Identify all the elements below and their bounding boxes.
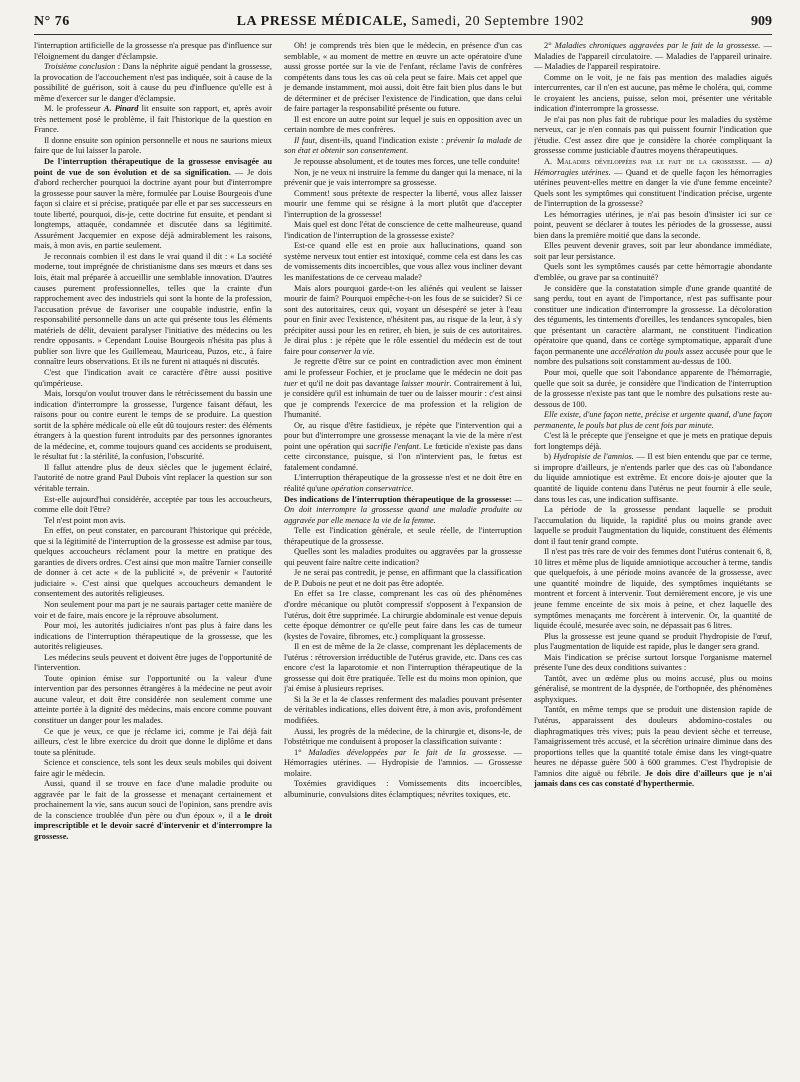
paragraph: Non, je ne veux ni instruire la femme du danger qui la menace, ni la prévenir que je vais interrompre sa grossesse. — [284, 167, 522, 188]
paragraph: L'interruption thérapeutique de la grossesse n'est et ne doit être en réalité qu'une opération conservatrice. — [284, 473, 522, 493]
paragraph: Si la 3e et la 4e classes renferment des maladies pouvant présenter de véritables indications, elles doivent être, à mon avis, profondément modifiées. — [284, 694, 522, 725]
paragraph: Tantôt, en même temps que se produit une distension rapide de l'utérus, apparaissent des douleurs abdomino-costales ou diaphragmatiques très vives; puis la peau devient sèche et terreuse, l'amaigrissement très accusé, et la sécrétion urinaire diminue dans des proportions telles que la quantité totale émise dans les vingt-quatre heures ne dépasse guère 500 à 600 grammes. C'est l'hydropisie de l'amnios dite aiguë ou fébrile. Je dois dire d'ailleurs que je n'ai jamais dans ces cas constaté d'hyperthermie. — [534, 705, 772, 789]
issue-number: N° 76 — [34, 14, 70, 29]
page-header — [34, 14, 772, 35]
paragraph: Quels sont les symptômes causés par cette hémorragie abondante d'emblée, ou grave par sa continuité? — [534, 262, 772, 283]
paragraph: 2° Maladies chroniques aggravées par le fait de la grossesse. — Maladies de l'appareil circulatoire. — Maladies de l'appareil urinaire. — Maladies de l'appareil respiratoire. — [534, 41, 772, 72]
paragraph: C'est que l'indication avait ce caractère d'être aussi positive qu'impérieuse. — [34, 367, 272, 388]
paragraph: Elles peuvent devenir graves, soit par leur abondance immédiate, soit par leur persistance. — [534, 241, 772, 261]
paragraph: Il n'est pas très rare de voir des femmes dont l'utérus contenait 6, 8, 10 litres et même plus de liquide amniotique accoucher à terme, tandis que quelquefois, à une période moins avancée de la grossesse, avec une quantité moindre de liquide, des symptômes inquiétants se montrent et forcent à intervenir. Tout dernièrement encore, je vis une jeune femme enceinte de six mois à peine, et chez laquelle des symptômes menaçants me forcèrent à intervenir. Or, la quantité de liquide écoulé, mesurée avec soin, ne dépassait pas 6 litres. — [534, 547, 772, 631]
column-2 — [284, 41, 522, 1063]
paragraph: Mais alors pourquoi garde-t-on les aliénés qui veulent se laisser mourir de faim? Pourquoi empêche-t-on les fous de se suicider? Si ce sont des autoritaires, ceux qui, voyant un désespéré se jeter à l'eau pour en finir avec l'existence, n'hésitent pas, au risque de la leur, à s'y précipiter aussi pour les en retirer, eh bien, je suis de ces autoritaires. Je dirai plus : je répète que le rôle essentiel du médecin est de tout faire pour conserver la vie. — [284, 283, 522, 356]
paragraph: Toxémies gravidiques : Vomissements dits incoercibles, albuminurie, convulsions dites éclamptiques; névrites toxiques, etc. — [284, 779, 522, 799]
paragraph: Je considère que la constatation simple d'une grande quantité de sang perdu, tout en ayant de l'importance, n'est pas suffisante pour constituer une indication d'interrompre la grossesse. La décoloration des téguments, les tintements d'oreilles, les tendances syncopales, bien que présentant un caractère alarmant, ne constituent l'indication opératoire que quand, dans ce cortège symptomatique, apparaît d'une façon permanente une accélération du pouls assez accusée pour que le nombre des pulsations soit constamment au-dessus de 100. — [534, 283, 772, 367]
paragraph: Il en est de même de la 2e classe, comprenant les déplacements de l'utérus : rétroversion irréductible de l'utérus gravide, etc. Dans ces cas encore c'est la laparotomie et non l'interruption thérapeutique de la grossesse qui doit être pratiquée. Telle est du moins mon opinion, que j'ai émise à plusieurs reprises. — [284, 642, 522, 694]
article-columns — [34, 41, 772, 1063]
paragraph: Aussi, quand il se trouve en face d'une maladie produite ou aggravée par le fait de la grossesse et menaçant certainement et prochainement la vie, sans aucun souci de l'opinion, sans prendre avis de la conscience troublée d'un père ou d'un époux », il a le droit imprescriptible et le devoir sacré d'intervenir et d'interrompre la grossesse. — [34, 779, 272, 842]
paragraph: 1° Maladies développées par le fait de la grossesse. — Hémorragies utérines. — Hydropisie de l'amnios. — Grossesse molaire. — [284, 747, 522, 778]
paragraph: Or, au risque d'être fastidieux, je répète que l'intervention qui a pour but d'interrompre une grossesse menaçant la vie de la mère n'est point une opération qui sacrifie l'enfant. Le fœticide n'existe pas dans cette circonstance, puisque, si l'on n'intervient pas, le fœtus est fatalement condamné. — [284, 420, 522, 472]
paragraph: Oh! je comprends très bien que le médecin, en présence d'un cas semblable, « au moment de mettre en œuvre un acte opératoire d'une aussi grosse portée sur la vie de l'enfant, réclame l'avis de confrères compétents dans tous les cas où cela peut se faire. Mais cet appel que je demande instamment, moi aussi, doit être fait bien plus dans le but de déterminer et de préciser l'existence de l'indication, que dans celui de faire partager la responsabilité présente ou future. — [284, 41, 522, 114]
paragraph: Tel n'est point mon avis. — [44, 515, 126, 525]
paragraph: Troisième conclusion : Dans la néphrite aiguë pendant la grossesse, la provocation de l'accouchement n'est pas indiquée, soit à cause de la possibilité de guérison, soit à cause du peu d'influence qu'elle est à même d'exercer sur le danger d'éclampsie. — [34, 62, 272, 103]
paragraph: b) Hydropisie de l'amnios. — Il est bien entendu que par ce terme, si impropre d'ailleurs, je n'entends parler que des cas où l'abondance du liquide amniotique est extrême. Et encore dois-je ajouter que la quantité de liquide contenu dans l'utérus ne peut fournir à elle seule, dans tous les cas, une indication suffisante. — [534, 452, 772, 504]
paragraph: Est-elle aujourd'hui considérée, acceptée par tous les accoucheurs, comme elle doit l'être? — [34, 494, 272, 515]
section-paragraph: Des indications de l'interruption thérapeutique de la grossesse: — On doit interrompre la grossesse quand une maladie produite ou aggravée par elle menace la vie de la femme. — [284, 494, 522, 525]
paragraph: Je reconnais combien il est dans le vrai quand il dit : « La société moderne, tout imprégnée de christianisme dans ses mœurs et dans ses lois, était mal préparée à accueillir une semblable innovation. D'autres causes purement professionnelles, telles que la crainte d'un rapprochement avec des industriels qui sont la honte de la profession, l'accusation prévue de favoriser une coupable industrie, enfin la responsabilité personnelle dans un acte qui présente tous les éléments matériels de délit, devaient paralyser l'initiative des médecins ou les rendre opposants. » Cependant Louise Bourgeois n'hésita pas plus à publier son livre que les Guillemeau, Mauriceau, Puzos, etc., à faire connaître leurs observations. Et ils ne furent ni attaqués ni discutés. — [34, 251, 272, 367]
paragraph: En effet, on peut constater, en parcourant l'historique qui précède, que si la légitimité de l'interruption de la grossesse est admise par tous, quelques accoucheurs réclament pour la mettre en pratique des garanties de divers ordres. C'est ainsi que mon maître Tarnier conseille de donner à cet acte « de la publicité », de prévenir « l'autorité judiciaire ». C'est ainsi que quelques accoucheurs demandent le consentement des autorités religieuses. — [34, 526, 272, 599]
journal-title — [237, 14, 584, 30]
paragraph: Je n'ai pas non plus fait de rubrique pour les maladies du système nerveux, car je n'en connais pas qui puissent fournir l'indication que j'étudie. C'est assez dire que je considère la chorée compliquant la grossesse comme justiciable d'autres moyens thérapeutiques. — [534, 114, 772, 156]
author-name: A. Pinard — [103, 104, 139, 114]
paragraph: l'interruption artificielle de la grossesse n'a presque pas d'influence sur l'éloignement du danger d'éclampsie. — [34, 41, 272, 61]
section-paragraph: De l'interruption thérapeutique de la grossesse envisagée au point de vue de son évolution et de sa signification. — Je dois d'abord rechercher pourquoi la doctrine ayant pour but d'interrompre la grossesse pour sauver la mère, formulée par Louise Bourgeois d'une façon si claire et si précise, pratiquée par elle et par ses successeurs en toute liberté, pourquoi, dis-je, cette doctrine fut ensuite, et pendant si longtemps, attaquée, condamnée et discutée dans sa légitimité. Assurément Jacquemier en expose déjà admirablement les raisons, mais, à mon avis, en partie seulement. — [34, 157, 272, 251]
paragraph: Pour moi, les autorités judiciaires n'ont pas plus à faire dans les indications de l'interruption thérapeutique de la grossesse, que les autorités religieuses. — [34, 621, 272, 652]
paragraph: Plus la grossesse est jeune quand se produit l'hydropisie de l'œuf, plus l'augmentation de liquide est rapide, plus le danger sera grand. — [534, 631, 772, 652]
section-heading: De l'interruption thérapeutique de la grossesse envisagée au point de vue de son évolution et de sa signification. — [34, 157, 272, 177]
paragraph: M. le professeur A. Pinard lit ensuite son rapport, et, après avoir très nettement posé le problème, il fait l'historique de la question en France. — [34, 104, 272, 135]
column-3 — [534, 41, 772, 1063]
paragraph: Il fallut attendre plus de deux siècles que le jugement éclairé, l'autorité de notre grand Paul Dubois vînt replacer la question sur son véritable terrain. — [34, 462, 272, 493]
paragraph: Non seulement pour ma part je ne saurais partager cette manière de voir et de faire, mais encore je la réprouve absolument. — [34, 599, 272, 620]
section-heading: Des indications de l'interruption thérapeutique de la grossesse: — [284, 494, 512, 504]
paragraph: Toute opinion émise sur l'opportunité ou la valeur d'une intervention par des personnes étrangères à la médecine ne peut avoir aucune valeur, et doit être considérée non seulement comme une atteinte portée à la dignité des médecins, mais encore comme pouvant constituer un danger pour les malades. — [34, 673, 272, 725]
paragraph: Science et conscience, tels sont les deux seuls mobiles qui doivent faire agir le médecin. — [34, 758, 272, 778]
paragraph: Il donne ensuite son opinion personnelle et nous ne saurions mieux faire que de lui laisser la parole. — [34, 135, 272, 156]
paragraph: Je ne serai pas contredit, je pense, en affirmant que la classification de P. Dubois ne peut et ne doit pas être adoptée. — [284, 568, 522, 588]
section-paragraph: A. Maladies développées par le fait de la grossesse. — a) Hémorragies utérines. — Quand et de quelle façon les hémorragies utérines peuvent-elles mettre en danger la vie d'une femme enceinte? Quels sont les symptômes qui constituent l'indication précise, urgente de l'interruption de la grossesse? — [534, 157, 772, 209]
paragraph: Mais l'indication se précise surtout lorsque l'organisme maternel présente l'une des deux conditions suivantes : — [534, 652, 772, 673]
paragraph: La période de la grossesse pendant laquelle se produit l'accumulation du liquide, la rapidité plus ou moins grande avec laquelle se produit l'augmentation du liquide, constituent des éléments dont il faut tenir grand compte. — [534, 505, 772, 546]
paragraph: Aussi, les progrès de la médecine, de la chirurgie et, disons-le, de l'obstétrique me conduisent à proposer la classification suivante : — [284, 726, 522, 747]
paragraph: C'est là le précepte que j'enseigne et que je mets en pratique depuis fort longtemps déjà. — [534, 431, 772, 451]
paragraph: Telle est l'indication générale, et seule réelle, de l'interruption thérapeutique de la grossesse. — [284, 526, 522, 546]
paragraph: Tantôt, avec un œdème plus ou moins accusé, plus ou moins généralisé, se montrent de la dyspnée, de l'orthopnée, des phénomènes asphyxiques. — [534, 673, 772, 704]
paragraph: Mais quel est donc l'état de conscience de cette malheureuse, quand l'indication de l'interruption de la grossesse existe? — [284, 220, 522, 240]
paragraph: Je regrette d'être sur ce point en contradiction avec mon éminent ami le professeur Fochier, et je proclame que le médecin ne doit pas tuer et qu'il ne doit pas davantage laisser mourir. Contrairement à lui, je considère qu'il est inhumain de tuer ou de laisser mourir : c'est ainsi que je comprends l'exercice de ma profession et la religion de l'humanité. — [284, 357, 522, 420]
paragraph: Mais, lorsqu'on voulut trouver dans le rétrécissement du bassin une indication d'interrompre la grossesse, l'urgence faisant défaut, les raisons pour ou contre eurent le temps de se produire. La question sortit de la sphère médicale où elle eût dû toujours rester: des éléments étrangers à la question furent introduits par des personnes ignorantes de la médecine, et, comme toujours quand ces accidents se produisent, le résultat fut : la stérilité, la confusion, l'obscurité. — [34, 389, 272, 462]
paragraph: Est-ce quand elle est en proie aux hallucinations, quand son système nerveux tout entier est intoxiqué, comme cela est dans les cas de vomissements dits incoercibles, que vous allez vous incliner devant les manifestations de ce cerveau malade? — [284, 241, 522, 283]
paragraph: Les hémorragies utérines, je n'ai pas besoin d'insister ici sur ce point, peuvent se déclarer à toutes les périodes de la grossesse, aussi bien dans la première moitié que dans la seconde. — [534, 209, 772, 240]
paragraph: Pour moi, quelle que soit l'abondance apparente de l'hémorragie, quelle que soit sa durée, je considère que l'indication de l'interruption de la grossesse n'existe pas tant que le nombre des pulsations reste au-dessous de 100. — [534, 367, 772, 409]
paragraph: Ce que je veux, ce que je réclame ici, comme je l'ai déjà fait ailleurs, c'est le libre exercice du droit que donne le diplôme et dans toute sa plénitude. — [34, 726, 272, 757]
issue-date: Samedi, 20 Septembre 1902 — [411, 14, 585, 29]
paragraph: Comme on le voit, je ne fais pas mention des maladies aiguës intercurrentes, car il n'en est aucune, pas même le choléra, qui, comme le croyaient les anciens, puisse, selon moi, présenter une véritable indication d'interrompre la grossesse. — [534, 72, 772, 114]
paragraph: Les médecins seuls peuvent et doivent être juges de l'opportunité de l'intervention. — [34, 652, 272, 673]
paragraph: Elle existe, d'une façon nette, précise et urgente quand, d'une façon permanente, le pouls bat plus de cent fois par minute. — [534, 410, 772, 430]
paragraph: Comment! sous prétexte de respecter la liberté, vous allez laisser mourir une femme qui se résigne à la mort plutôt que d'accepter l'interruption de la grossesse! — [284, 188, 522, 219]
column-1 — [34, 41, 272, 1063]
paragraph: Je repousse absolument, et de toutes mes forces, une telle conduite! — [294, 157, 521, 167]
paragraph: Quelles sont les maladies produites ou aggravées par la grossesse qui peuvent faire naître cette indication? — [284, 547, 522, 567]
paragraph: En effet sa 1re classe, comprenant les cas où des phénomènes d'ordre mécanique ou plutôt compressif s'opposent à l'expansion de l'utérus, doit être supprimée. La chirurgie abdominale est venue depuis cette époque démontrer ce qu'elle peut faire dans les cas de tumeur (kystes de l'ovaire, fibromes, etc.) compliquant la grossesse. — [284, 589, 522, 641]
page-number: 909 — [750, 14, 772, 29]
section-heading: A. Maladies développées par le fait de la grossesse. — [544, 157, 748, 167]
journal-name: LA PRESSE MÉDICALE, — [236, 14, 408, 29]
paragraph: Il faut, disent-ils, quand l'indication existe : prévenir la malade de son état et obtenir son consentement. — [284, 135, 522, 156]
paragraph: Il est encore un autre point sur lequel je suis en opposition avec un certain nombre de mes confrères. — [284, 114, 522, 135]
